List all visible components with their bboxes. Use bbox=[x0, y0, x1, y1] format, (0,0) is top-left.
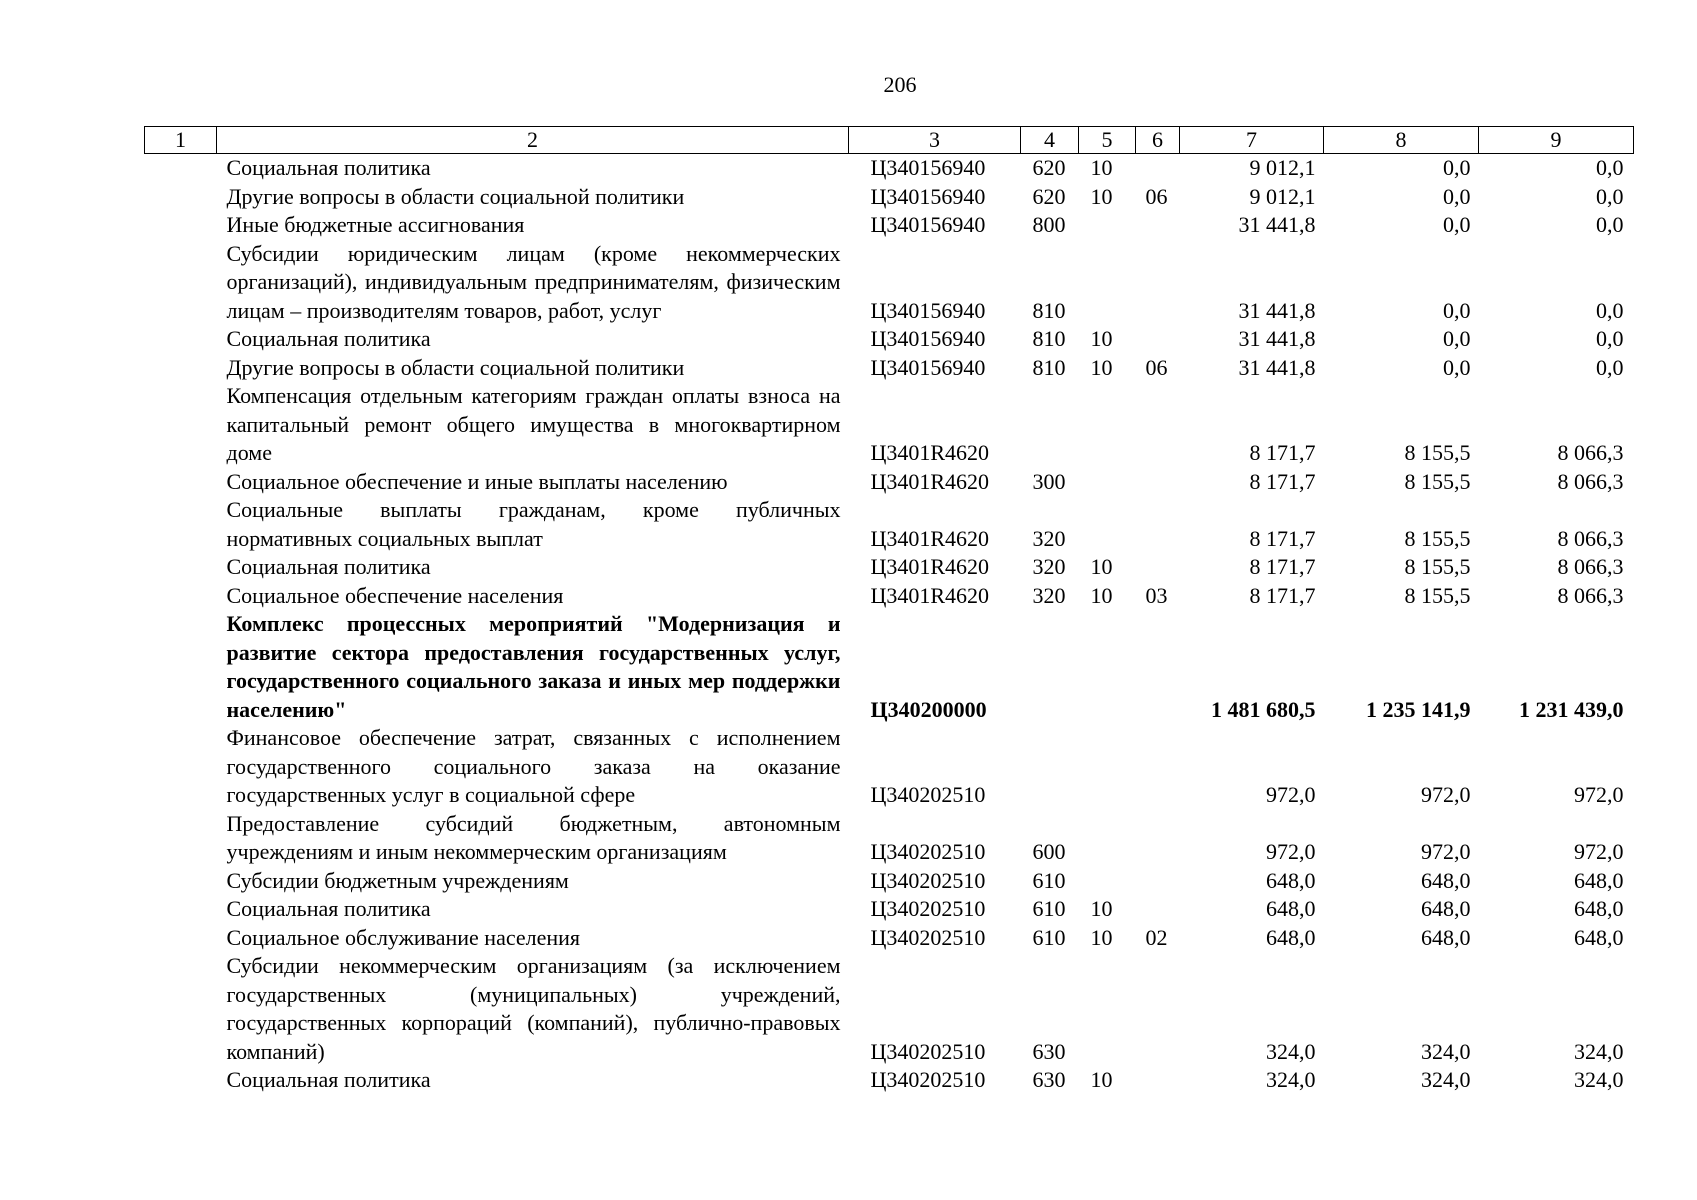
row-value-8-cell: 0,0 bbox=[1443, 212, 1471, 237]
table-row bbox=[145, 924, 1634, 953]
row-rz-cell bbox=[1079, 496, 1136, 553]
row-value-7-cell: 8 171,7 bbox=[1249, 554, 1316, 579]
row-value-7-cell: 972,0 bbox=[1266, 782, 1316, 807]
row-number-cell bbox=[145, 382, 217, 468]
row-pr-cell: 06 bbox=[1145, 183, 1168, 209]
row-pr-cell bbox=[1136, 610, 1180, 724]
row-code-cell: Ц340156940 bbox=[870, 326, 986, 351]
row-vr-cell: 620 bbox=[1032, 183, 1066, 209]
row-code-cell: Ц340202510 bbox=[870, 782, 986, 807]
row-value-8-cell: 0,0 bbox=[1443, 155, 1471, 180]
row-value-9-cell: 0,0 bbox=[1596, 326, 1624, 351]
row-pr-cell bbox=[1136, 867, 1180, 896]
row-pr-cell bbox=[1136, 952, 1180, 1066]
row-value-8-cell: 0,0 bbox=[1443, 297, 1471, 323]
row-rz-cell: 10 bbox=[1090, 155, 1113, 180]
row-pr-cell bbox=[1136, 154, 1180, 183]
row-rz-cell: 10 bbox=[1090, 354, 1113, 380]
table-header bbox=[145, 127, 1634, 154]
table-row bbox=[145, 582, 1634, 611]
row-rz-cell bbox=[1079, 952, 1136, 1066]
row-rz-cell: 10 bbox=[1090, 326, 1113, 351]
row-pr-cell: 03 bbox=[1145, 582, 1168, 608]
table-row bbox=[145, 211, 1634, 240]
row-pr-cell bbox=[1136, 553, 1180, 582]
row-value-9-cell: 8 066,3 bbox=[1557, 468, 1624, 494]
row-value-8-cell: 8 155,5 bbox=[1404, 440, 1471, 465]
row-rz-cell bbox=[1079, 211, 1136, 240]
row-rz-cell: 10 bbox=[1090, 924, 1113, 950]
row-value-7-cell: 31 441,8 bbox=[1238, 212, 1316, 237]
row-vr-cell: 320 bbox=[1032, 554, 1066, 579]
row-number-cell bbox=[145, 610, 217, 724]
row-value-8-cell: 324,0 bbox=[1421, 1067, 1471, 1092]
row-code-cell: Ц340156940 bbox=[870, 212, 986, 237]
row-number-cell bbox=[145, 240, 217, 326]
row-code-cell: Ц3401R4620 bbox=[870, 554, 990, 579]
row-value-9-cell: 972,0 bbox=[1574, 782, 1624, 807]
row-value-7-cell: 8 171,7 bbox=[1249, 440, 1316, 465]
row-number-cell bbox=[145, 810, 217, 867]
row-value-7-cell: 8 171,7 bbox=[1249, 468, 1316, 494]
row-value-8-cell: 0,0 bbox=[1443, 326, 1471, 351]
row-vr-cell: 610 bbox=[1032, 867, 1066, 893]
header-col-4: 4 bbox=[1021, 127, 1079, 154]
budget-table bbox=[144, 126, 1634, 1095]
row-value-8-cell: 0,0 bbox=[1443, 354, 1471, 380]
row-value-8-cell: 324,0 bbox=[1421, 1038, 1471, 1064]
row-number-cell bbox=[145, 924, 217, 953]
row-code-cell: Ц340202510 bbox=[870, 1067, 986, 1092]
row-code-cell: Ц340200000 bbox=[870, 696, 987, 722]
row-pr-cell bbox=[1136, 810, 1180, 867]
table-row bbox=[145, 724, 1634, 810]
row-vr-cell: 320 bbox=[1032, 582, 1066, 608]
row-code-cell: Ц340202510 bbox=[870, 896, 986, 921]
row-name-cell: Социальное обеспечение населения bbox=[226, 582, 564, 608]
row-value-7-cell: 648,0 bbox=[1266, 867, 1316, 893]
row-pr-cell bbox=[1136, 468, 1180, 497]
header-col-8: 8 bbox=[1324, 127, 1479, 154]
row-value-9-cell: 648,0 bbox=[1574, 924, 1624, 950]
table-row bbox=[145, 952, 1634, 1066]
row-value-7-cell: 8 171,7 bbox=[1249, 525, 1316, 551]
row-name-cell: Субсидии бюджетным учреждениям bbox=[226, 867, 569, 893]
row-pr-cell bbox=[1136, 211, 1180, 240]
row-pr-cell bbox=[1136, 1066, 1180, 1095]
row-value-8-cell: 8 155,5 bbox=[1404, 468, 1471, 494]
row-vr-cell: 620 bbox=[1032, 155, 1066, 180]
row-name-cell: Социальная политика bbox=[226, 155, 431, 180]
table-row bbox=[145, 325, 1634, 354]
table-row bbox=[145, 183, 1634, 212]
row-number-cell bbox=[145, 895, 217, 924]
table-row bbox=[145, 154, 1634, 183]
row-value-9-cell: 324,0 bbox=[1574, 1038, 1624, 1064]
row-vr-cell: 610 bbox=[1032, 924, 1066, 950]
row-pr-cell bbox=[1136, 382, 1180, 468]
row-pr-cell bbox=[1136, 895, 1180, 924]
row-vr-cell: 600 bbox=[1032, 839, 1066, 864]
table-row bbox=[145, 610, 1634, 724]
row-number-cell bbox=[145, 468, 217, 497]
row-rz-cell: 10 bbox=[1090, 183, 1113, 209]
row-value-9-cell: 0,0 bbox=[1596, 354, 1624, 380]
row-value-9-cell: 8 066,3 bbox=[1557, 582, 1624, 608]
row-value-8-cell: 8 155,5 bbox=[1404, 525, 1471, 551]
row-number-cell bbox=[145, 724, 217, 810]
row-rz-cell bbox=[1079, 468, 1136, 497]
row-value-8-cell: 972,0 bbox=[1421, 782, 1471, 807]
row-name-cell: Социальная политика bbox=[226, 896, 431, 921]
row-vr-cell bbox=[1021, 610, 1079, 724]
row-name-cell: Субсидии юридическим лицам (кроме некоммерческих организаций), индивидуальным предпринимателям, физическим лицам – производителям товаров, работ, услуг bbox=[226, 240, 841, 323]
row-code-cell: Ц340156940 bbox=[870, 354, 986, 380]
header-row bbox=[145, 127, 1634, 154]
table-row bbox=[145, 895, 1634, 924]
row-code-cell: Ц3401R4620 bbox=[870, 525, 990, 551]
row-rz-cell: 10 bbox=[1090, 896, 1113, 921]
header-col-5: 5 bbox=[1079, 127, 1136, 154]
row-pr-cell bbox=[1136, 240, 1180, 326]
row-value-8-cell: 972,0 bbox=[1421, 839, 1471, 864]
row-value-9-cell: 0,0 bbox=[1596, 183, 1624, 209]
row-code-cell: Ц3401R4620 bbox=[870, 440, 990, 465]
row-vr-cell: 300 bbox=[1032, 468, 1066, 494]
table-body bbox=[145, 154, 1634, 1095]
row-vr-cell: 810 bbox=[1032, 326, 1066, 351]
row-code-cell: Ц340156940 bbox=[870, 183, 986, 209]
row-vr-cell: 810 bbox=[1032, 297, 1066, 323]
row-name-cell: Субсидии некоммерческим организациям (за исключением государственных (муниципальных) учреждений, государственных корпораций (компаний), публично-правовых компаний) bbox=[226, 953, 841, 1064]
row-number-cell bbox=[145, 553, 217, 582]
row-rz-cell: 10 bbox=[1090, 554, 1113, 579]
row-value-7-cell: 324,0 bbox=[1266, 1067, 1316, 1092]
row-rz-cell bbox=[1079, 867, 1136, 896]
page-number: 206 bbox=[883, 72, 917, 97]
row-value-7-cell: 9 012,1 bbox=[1249, 183, 1316, 209]
table-row bbox=[145, 496, 1634, 553]
row-code-cell: Ц340202510 bbox=[870, 1038, 986, 1064]
header-col-3: 3 bbox=[849, 127, 1021, 154]
row-pr-cell: 02 bbox=[1145, 924, 1168, 950]
row-name-cell: Социальная политика bbox=[226, 1067, 431, 1092]
header-col-7: 7 bbox=[1180, 127, 1324, 154]
row-number-cell bbox=[145, 867, 217, 896]
row-pr-cell bbox=[1136, 496, 1180, 553]
row-vr-cell bbox=[1021, 724, 1079, 810]
row-value-8-cell: 8 155,5 bbox=[1404, 554, 1471, 579]
row-value-9-cell: 0,0 bbox=[1596, 212, 1624, 237]
row-rz-cell: 10 bbox=[1090, 582, 1113, 608]
row-number-cell bbox=[145, 496, 217, 553]
row-value-9-cell: 8 066,3 bbox=[1557, 554, 1624, 579]
row-value-8-cell: 648,0 bbox=[1421, 896, 1471, 921]
row-code-cell: Ц3401R4620 bbox=[870, 468, 990, 494]
row-name-cell: Социальная политика bbox=[226, 326, 431, 351]
row-rz-cell bbox=[1079, 610, 1136, 724]
row-value-8-cell: 1 235 141,9 bbox=[1366, 696, 1471, 722]
row-code-cell: Ц340202510 bbox=[870, 867, 986, 893]
row-value-7-cell: 648,0 bbox=[1266, 896, 1316, 921]
header-col-6: 6 bbox=[1136, 127, 1180, 154]
row-name-cell: Социальное обеспечение и иные выплаты населению bbox=[226, 468, 728, 494]
row-value-9-cell: 0,0 bbox=[1596, 155, 1624, 180]
row-value-8-cell: 648,0 bbox=[1421, 867, 1471, 893]
row-code-cell: Ц340156940 bbox=[870, 297, 986, 323]
row-value-7-cell: 972,0 bbox=[1266, 839, 1316, 864]
row-value-9-cell: 1 231 439,0 bbox=[1519, 696, 1624, 722]
row-rz-cell: 10 bbox=[1090, 1067, 1113, 1092]
table-row bbox=[145, 1066, 1634, 1095]
row-value-7-cell: 324,0 bbox=[1266, 1038, 1316, 1064]
row-pr-cell: 06 bbox=[1145, 354, 1168, 380]
row-code-cell: Ц340156940 bbox=[870, 155, 986, 180]
row-vr-cell: 630 bbox=[1032, 1067, 1066, 1092]
row-value-7-cell: 31 441,8 bbox=[1238, 354, 1316, 380]
row-value-7-cell: 8 171,7 bbox=[1249, 582, 1316, 608]
row-name-cell: Финансовое обеспечение затрат, связанных с исполнением государственного социального заказа на оказание государственных услуг в социальной сфере bbox=[226, 725, 841, 807]
row-value-7-cell: 9 012,1 bbox=[1249, 155, 1316, 180]
row-name-cell: Другие вопросы в области социальной политики bbox=[226, 354, 685, 380]
row-rz-cell bbox=[1079, 382, 1136, 468]
row-value-8-cell: 648,0 bbox=[1421, 924, 1471, 950]
row-value-9-cell: 0,0 bbox=[1596, 297, 1624, 323]
row-number-cell bbox=[145, 211, 217, 240]
table-row bbox=[145, 867, 1634, 896]
row-pr-cell bbox=[1136, 724, 1180, 810]
row-number-cell bbox=[145, 183, 217, 212]
row-name-cell: Предоставление субсидий бюджетным, автономным учреждениям и иным некоммерческим организациям bbox=[226, 810, 841, 864]
table-row bbox=[145, 810, 1634, 867]
header-col-9: 9 bbox=[1479, 127, 1634, 154]
row-number-cell bbox=[145, 952, 217, 1066]
row-name-cell: Социальная политика bbox=[226, 554, 431, 579]
row-value-7-cell: 31 441,8 bbox=[1238, 326, 1316, 351]
table-row bbox=[145, 240, 1634, 326]
table-row bbox=[145, 382, 1634, 468]
row-pr-cell bbox=[1136, 325, 1180, 354]
row-number-cell bbox=[145, 325, 217, 354]
row-value-7-cell: 648,0 bbox=[1266, 924, 1316, 950]
row-value-9-cell: 648,0 bbox=[1574, 896, 1624, 921]
row-code-cell: Ц340202510 bbox=[870, 839, 986, 864]
row-vr-cell: 630 bbox=[1032, 1038, 1066, 1064]
row-name-cell: Комплекс процессных мероприятий "Модернизация и развитие сектора предоставления государственных услуг, государственного социального заказа и иных мер поддержки населению" bbox=[226, 611, 841, 722]
row-value-8-cell: 8 155,5 bbox=[1404, 582, 1471, 608]
row-number-cell bbox=[145, 582, 217, 611]
row-name-cell: Другие вопросы в области социальной политики bbox=[226, 183, 685, 209]
row-value-7-cell: 1 481 680,5 bbox=[1211, 696, 1316, 722]
row-value-8-cell: 0,0 bbox=[1443, 183, 1471, 209]
row-value-9-cell: 972,0 bbox=[1574, 839, 1624, 864]
row-vr-cell: 800 bbox=[1032, 212, 1066, 237]
row-vr-cell: 610 bbox=[1032, 896, 1066, 921]
row-vr-cell: 320 bbox=[1032, 525, 1066, 551]
row-vr-cell bbox=[1021, 382, 1079, 468]
header-col-1: 1 bbox=[145, 127, 217, 154]
row-value-7-cell: 31 441,8 bbox=[1238, 297, 1316, 323]
table-row bbox=[145, 553, 1634, 582]
header-col-2: 2 bbox=[217, 127, 849, 154]
row-value-9-cell: 324,0 bbox=[1574, 1067, 1624, 1092]
row-rz-cell bbox=[1079, 240, 1136, 326]
table-row bbox=[145, 468, 1634, 497]
row-code-cell: Ц3401R4620 bbox=[870, 582, 990, 608]
row-name-cell: Иные бюджетные ассигнования bbox=[226, 212, 525, 237]
row-name-cell: Социальные выплаты гражданам, кроме публичных нормативных социальных выплат bbox=[226, 497, 841, 551]
row-vr-cell: 810 bbox=[1032, 354, 1066, 380]
row-number-cell bbox=[145, 354, 217, 383]
row-rz-cell bbox=[1079, 810, 1136, 867]
row-value-9-cell: 8 066,3 bbox=[1557, 440, 1624, 465]
table-row bbox=[145, 354, 1634, 383]
row-name-cell: Компенсация отдельным категориям граждан оплаты взноса на капитальный ремонт общего имущества в многоквартирном доме bbox=[226, 383, 841, 465]
row-code-cell: Ц340202510 bbox=[870, 924, 986, 950]
row-value-9-cell: 8 066,3 bbox=[1557, 525, 1624, 551]
row-name-cell: Социальное обслуживание населения bbox=[226, 924, 581, 950]
row-rz-cell bbox=[1079, 724, 1136, 810]
row-number-cell bbox=[145, 1066, 217, 1095]
row-number-cell bbox=[145, 154, 217, 183]
row-value-9-cell: 648,0 bbox=[1574, 867, 1624, 893]
